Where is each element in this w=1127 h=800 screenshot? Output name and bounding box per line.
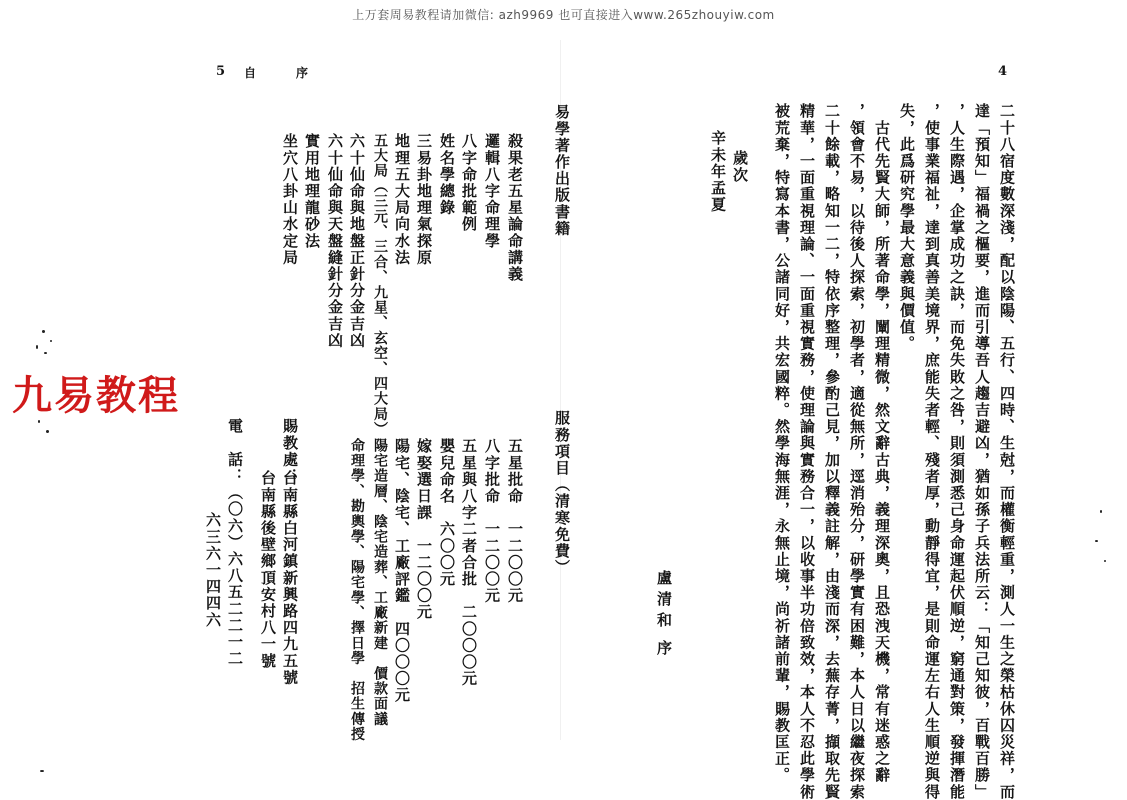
preface-line: ，使事業福祉，達到真善美境界，庶能失者輕、殘者厚，動靜得宜，是則命運左右人生順逆與得: [923, 103, 941, 800]
scan-speck: [1100, 510, 1102, 513]
phone-line: 電 話：（〇六）六八五二二一二: [226, 418, 244, 667]
scan-speck: [38, 420, 40, 423]
scan-speck: [1104, 560, 1106, 562]
book-item: 六十仙命與地盤正針分金吉凶: [348, 133, 366, 349]
date-value: 辛未年孟夏: [709, 130, 727, 213]
preface-line: ，人生際遇，企掌成功之訣，而免失敗之咎，則須測悉己身命運起伏順逆，窮通對策，發揮潛能: [948, 103, 966, 800]
scan-speck: [36, 345, 38, 349]
scan-speck: [46, 430, 49, 433]
service-item: 嫁娶選日課 一二〇〇元: [415, 438, 433, 621]
book-item: 八字命批範例: [460, 133, 478, 233]
preface-line: 古代先賢大師，所著命學，闡理精微，然文辭古典，義理深奧，且恐洩天機，常有迷惑之辭: [873, 103, 891, 784]
preface-line: 二十餘載，略知一二，特依序整理，參酌己見，加以釋義註解，由淺而深，去蕪存菁，擷取先賢: [823, 103, 841, 800]
scan-speck: [42, 330, 45, 333]
service-item: 命理學、勘輿學、陽宅學、擇日學 招生傳授: [349, 438, 365, 742]
address-line: 台南縣後壁鄉頂安村八一號: [259, 470, 277, 670]
top-banner: 上万套周易教程请加微信: azh9969 也可直接进入www.265zhouyiw.com: [352, 8, 775, 22]
preface-line: 被荒棄，特寫本書，公諸同好，共宏國粹。然學海無涯，永無止境，尚祈諸前輩，賜教匡正。: [773, 103, 791, 784]
service-item: 陽宅、陰宅、工廠評鑑 四〇〇〇元: [393, 438, 411, 704]
book-item: 地理五大局向水法: [393, 133, 411, 266]
book-item: 五大局（三元、三合、九星、玄空、四大局）: [372, 133, 388, 437]
service-item: 五星與八字二者合批 二〇〇〇元: [460, 438, 478, 687]
service-item: 五星批命 一二〇〇元: [506, 438, 524, 604]
watermark-logo: 九易教程: [12, 373, 180, 419]
books-title: 易學著作出版書籍: [553, 104, 571, 237]
address-line: 台南縣白河鎮新興路四九五號: [281, 470, 299, 686]
preface-line: 達「預知」福禍之樞要，進而引導吾人趨吉避凶，猶如孫子兵法所云：「知己知彼，百戰百勝」: [973, 103, 991, 800]
book-item: 坐穴八卦山水定局: [281, 133, 299, 266]
author-name: 盧清和: [655, 570, 673, 633]
book-item: 實用地理龍砂法: [303, 133, 321, 250]
contact-label: 賜教處：: [281, 418, 299, 485]
book-item: 姓名學總錄: [438, 133, 456, 216]
preface-line: 二十八宿度數深淺，配以陰陽、五行、四時、生尅，而權衡輕重，測人一生之榮枯休囚災祥，而: [998, 103, 1016, 800]
left-page-number: 5: [216, 64, 226, 79]
scan-speck: [50, 340, 52, 342]
scan-speck: [44, 352, 47, 354]
scan-speck: [1095, 540, 1098, 542]
book-item: 邏輯八字命理學: [483, 133, 501, 250]
book-item: 六十仙命與天盤縫針分金吉凶: [326, 133, 344, 349]
services-title: 服務項目（清寒免費）: [553, 410, 571, 576]
right-page-number: 4: [998, 64, 1008, 79]
service-item: 八字批命 一二〇〇元: [483, 438, 501, 604]
book-item: 三易卦地理氣探原: [415, 133, 433, 266]
scan-speck: [40, 770, 44, 772]
date-label: 歲次: [731, 150, 749, 184]
preface-line: 精華，一面重視理論、一面重視實務，使理論與實務合一，以收事半功倍致效，本人不忍此學術: [798, 103, 816, 800]
left-page-header: 自 序: [244, 66, 323, 80]
preface-line: ，領會不易，以待後人探索，初學者，適從無所，逕消殆分，研學實有困難，本人日以繼夜探索: [848, 103, 866, 800]
service-item: 陽宅造層、陰宅造葬、工廠新建 價款面議: [372, 438, 388, 727]
phone-line-2: 六三六一四四六: [204, 512, 222, 629]
book-item: 殺果老五星論命講義: [506, 133, 524, 283]
preface-line: 失，此爲研究學最大意義與價值。: [898, 103, 916, 352]
service-item: 嬰兒命名 六〇〇元: [438, 438, 456, 588]
author-suffix: 序: [655, 640, 673, 657]
